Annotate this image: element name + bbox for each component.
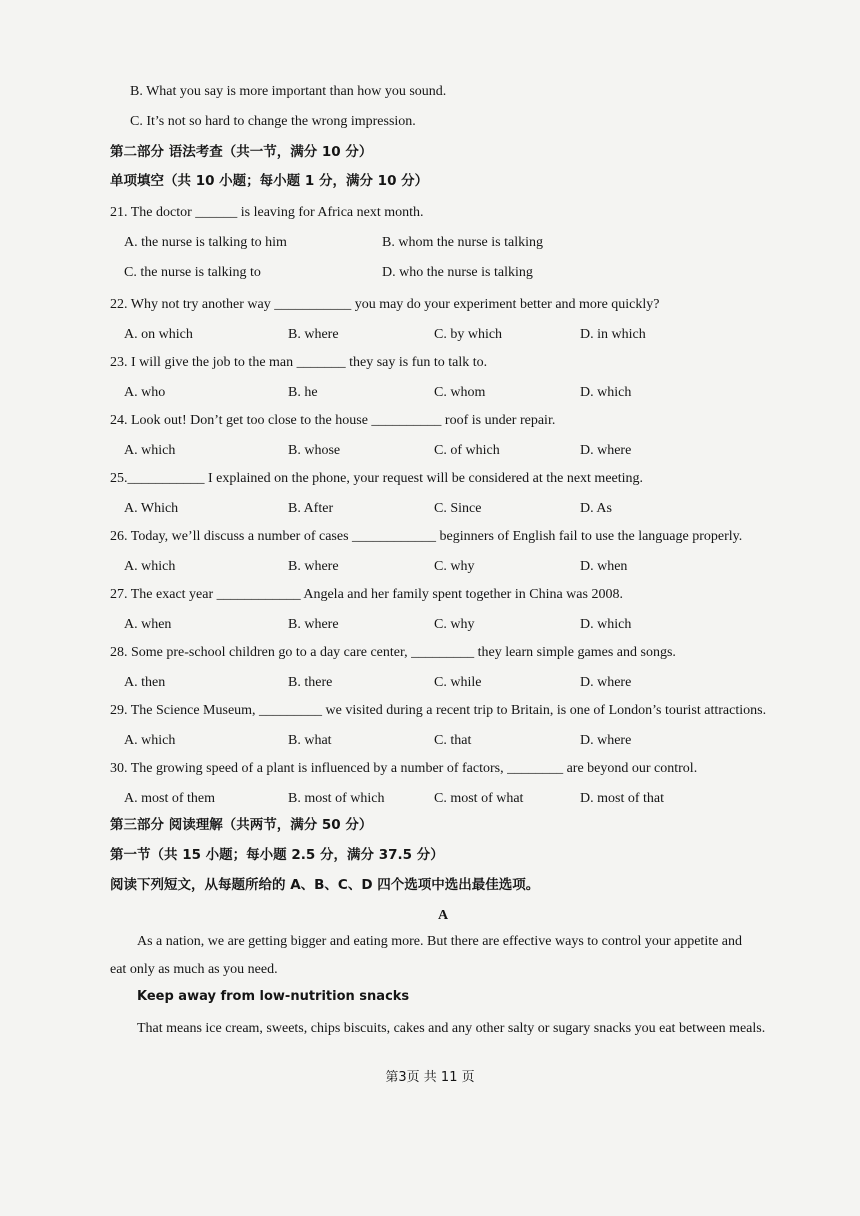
answer-option: B. where [288,327,339,342]
answer-option: A. which [124,559,176,574]
answer-option: B. what [288,733,332,748]
part3-title: 第三部分 阅读理解（共两节，满分 50 分） [110,817,373,833]
question-stem: 24. Look out! Don’t get too close to the house __________ roof is under repair. [110,413,556,428]
top-option-b: B. What you say is more important than how you sound. [130,84,447,99]
answer-option: B. After [288,501,334,516]
answer-option: D. which [580,385,632,400]
answer-option: D. who the nurse is talking [382,265,533,280]
answer-option: C. why [434,559,475,574]
answer-option: C. whom [434,385,486,400]
answer-option: A. Which [124,501,179,516]
question-stem: 28. Some pre-school children go to a day care center, _________ they learn simple games and songs. [110,645,676,660]
answer-option: C. most of what [434,791,524,806]
answer-option: A. most of them [124,791,215,806]
question-stem: 26. Today, we’ll discuss a number of cases ____________ beginners of English fail to use the language properly. [110,529,743,544]
top-option-c: C. It’s not so hard to change the wrong impression. [130,114,416,129]
question-stem: 23. I will give the job to the man _______ they say is fun to talk to. [110,355,488,370]
passage-label: A [438,908,449,923]
answer-option: A. when [124,617,172,632]
answer-option: B. where [288,617,339,632]
question-stem: 21. The doctor ______ is leaving for Africa next month. [110,205,424,220]
question-stem: 30. The growing speed of a plant is influenced by a number of factors, ________ are beyond our control. [110,761,698,776]
answer-option: D. when [580,559,628,574]
answer-option: B. where [288,559,339,574]
answer-option: C. by which [434,327,503,342]
answer-option: C. while [434,675,482,690]
passage-para2: That means ice cream, sweets, chips biscuits, cakes and any other salty or sugary snacks you eat between meals. [137,1021,766,1036]
answer-option: D. As [580,501,612,516]
answer-option: B. whose [288,443,341,458]
part3-instruction: 阅读下列短文，从每题所给的 A、B、C、D 四个选项中选出最佳选项。 [110,877,540,893]
answer-option: A. then [124,675,166,690]
answer-option: B. whom the nurse is talking [382,235,543,250]
answer-option: A. on which [124,327,193,342]
passage-subheading: Keep away from low-nutrition snacks [137,989,410,1004]
answer-option: D. where [580,443,632,458]
answer-option: D. where [580,675,632,690]
answer-option: A. who [124,385,166,400]
answer-option: A. which [124,443,176,458]
answer-option: B. he [288,385,318,400]
passage-para1-line2: eat only as much as you need. [110,962,278,977]
question-stem: 22. Why not try another way ___________ you may do your experiment better and more quickly? [110,297,660,312]
part2-title: 第二部分 语法考查（共一节，满分 10 分） [110,144,373,160]
question-stem: 27. The exact year ____________ Angela and her family spent together in China was 2008. [110,587,623,602]
answer-option: A. which [124,733,176,748]
answer-option: C. that [434,733,472,748]
passage-para1-line1: As a nation, we are getting bigger and eating more. But there are effective ways to control your appetite and [137,934,743,949]
part2-subtitle: 单项填空（共 10 小题；每小题 1 分，满分 10 分） [110,173,429,189]
answer-option: B. most of which [288,791,385,806]
answer-option: D. which [580,617,632,632]
question-stem: 25.___________ I explained on the phone, your request will be considered at the next meeting. [110,471,644,486]
answer-option: B. there [288,675,333,690]
page-footer: 第3页 共 11 页 [385,1070,475,1085]
answer-option: A. the nurse is talking to him [124,235,287,250]
answer-option: D. where [580,733,632,748]
answer-option: D. most of that [580,791,664,806]
answer-option: C. of which [434,443,500,458]
answer-option: C. Since [434,501,482,516]
answer-option: C. why [434,617,475,632]
question-stem: 29. The Science Museum, _________ we visited during a recent trip to Britain, is one of London’s tourist attractions. [110,703,767,718]
part3-section1: 第一节（共 15 小题；每小题 2.5 分，满分 37.5 分） [110,847,444,863]
answer-option: D. in which [580,327,646,342]
answer-option: C. the nurse is talking to [124,265,261,280]
